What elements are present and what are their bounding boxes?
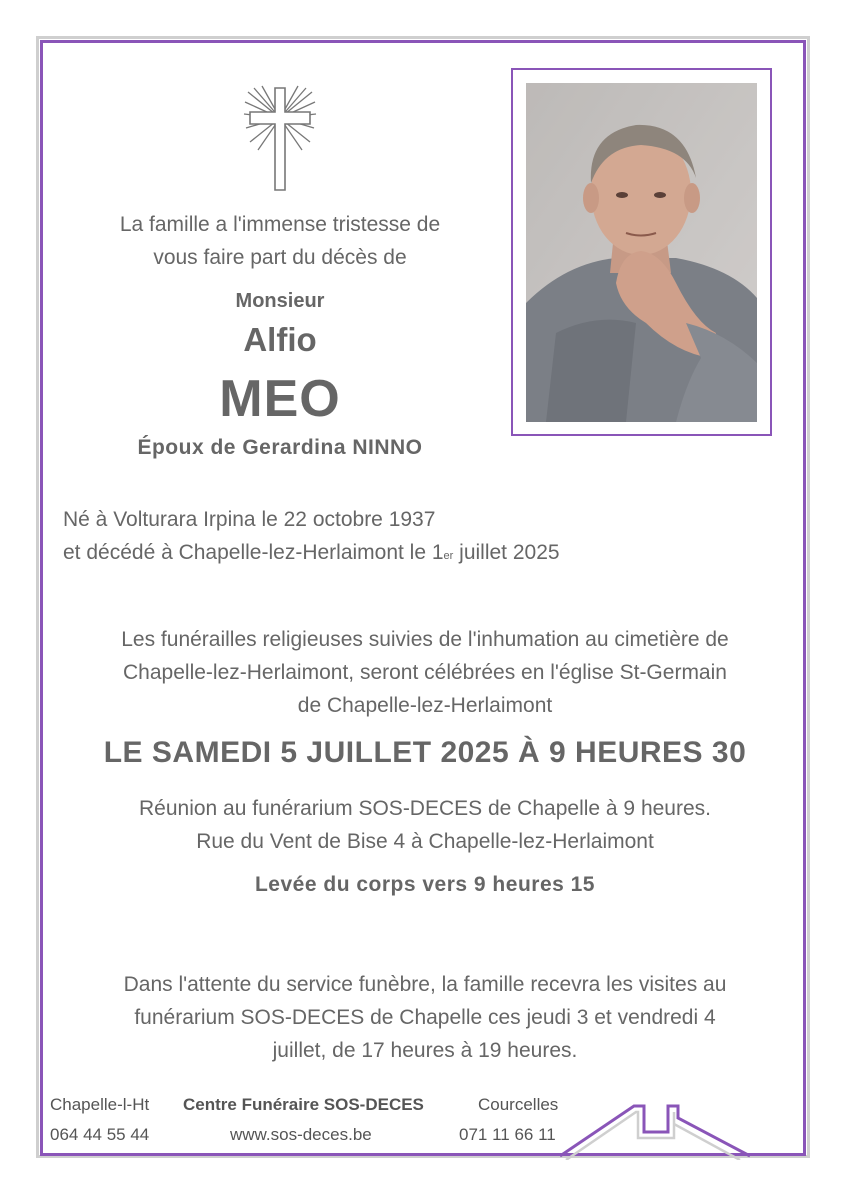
meeting-paragraph (60, 792, 790, 858)
intro-line-2: vous faire part du décès de (153, 246, 407, 269)
birth-death-text (63, 503, 560, 569)
footer-left-location: Chapelle-l-Ht (50, 1095, 150, 1114)
funeral-line-1: Les funérailles religieuses suivies de l'inhumation au cimetière de (121, 628, 729, 651)
death-line: et décédé à Chapelle-lez-Herlaimont le 1er juillet 2025 (63, 541, 560, 564)
intro-line-1: La famille a l'immense tristesse de (119, 213, 441, 236)
funeral-line-2: Chapelle-lez-Herlaimont, seront célébrées en l'église St-Germain (123, 661, 727, 684)
visits-line-1: Dans l'attente du service funèbre, la famille recevra les visites au (123, 973, 727, 996)
ceremony-date: LE SAMEDI 5 JUILLET 2025 À 9 HEURES 30 (103, 736, 747, 769)
visits-line-3: juillet, de 17 heures à 19 heures. (272, 1039, 578, 1062)
footer-website-link[interactable]: www.sos-deces.be (230, 1125, 372, 1144)
footer-right-location: Courcelles (478, 1095, 559, 1114)
radiant-cross-icon (242, 84, 318, 192)
house-outline-logo (560, 1098, 810, 1160)
birth-line: Né à Volturara Irpina le 22 octobre 1937 (63, 508, 436, 531)
footer-left-phone[interactable]: 064 44 55 44 (50, 1125, 150, 1144)
intro-text (80, 208, 480, 274)
visits-paragraph (55, 968, 795, 1067)
footer-right-phone[interactable]: 071 11 66 11 (459, 1125, 556, 1144)
meeting-line-1: Réunion au funérarium SOS-DECES de Chapelle à 9 heures. (139, 797, 711, 820)
last-name: MEO (219, 370, 341, 428)
visits-line-2: funérarium SOS-DECES de Chapelle ces jeudi 3 et vendredi 4 (134, 1006, 716, 1029)
meeting-line-2: Rue du Vent de Bise 4 à Chapelle-lez-Herlaimont (196, 830, 654, 853)
first-name: Alfio (243, 321, 317, 358)
portrait-photo (526, 83, 757, 422)
funeral-line-3: de Chapelle-lez-Herlaimont (297, 694, 553, 717)
honorific: Monsieur (235, 290, 325, 312)
footer-center-name: Centre Funéraire SOS-DECES (183, 1095, 424, 1114)
spouse-line: Époux de Gerardina NINNO (137, 436, 423, 459)
funeral-paragraph (55, 623, 795, 722)
levee-text: Levée du corps vers 9 heures 15 (254, 873, 595, 896)
